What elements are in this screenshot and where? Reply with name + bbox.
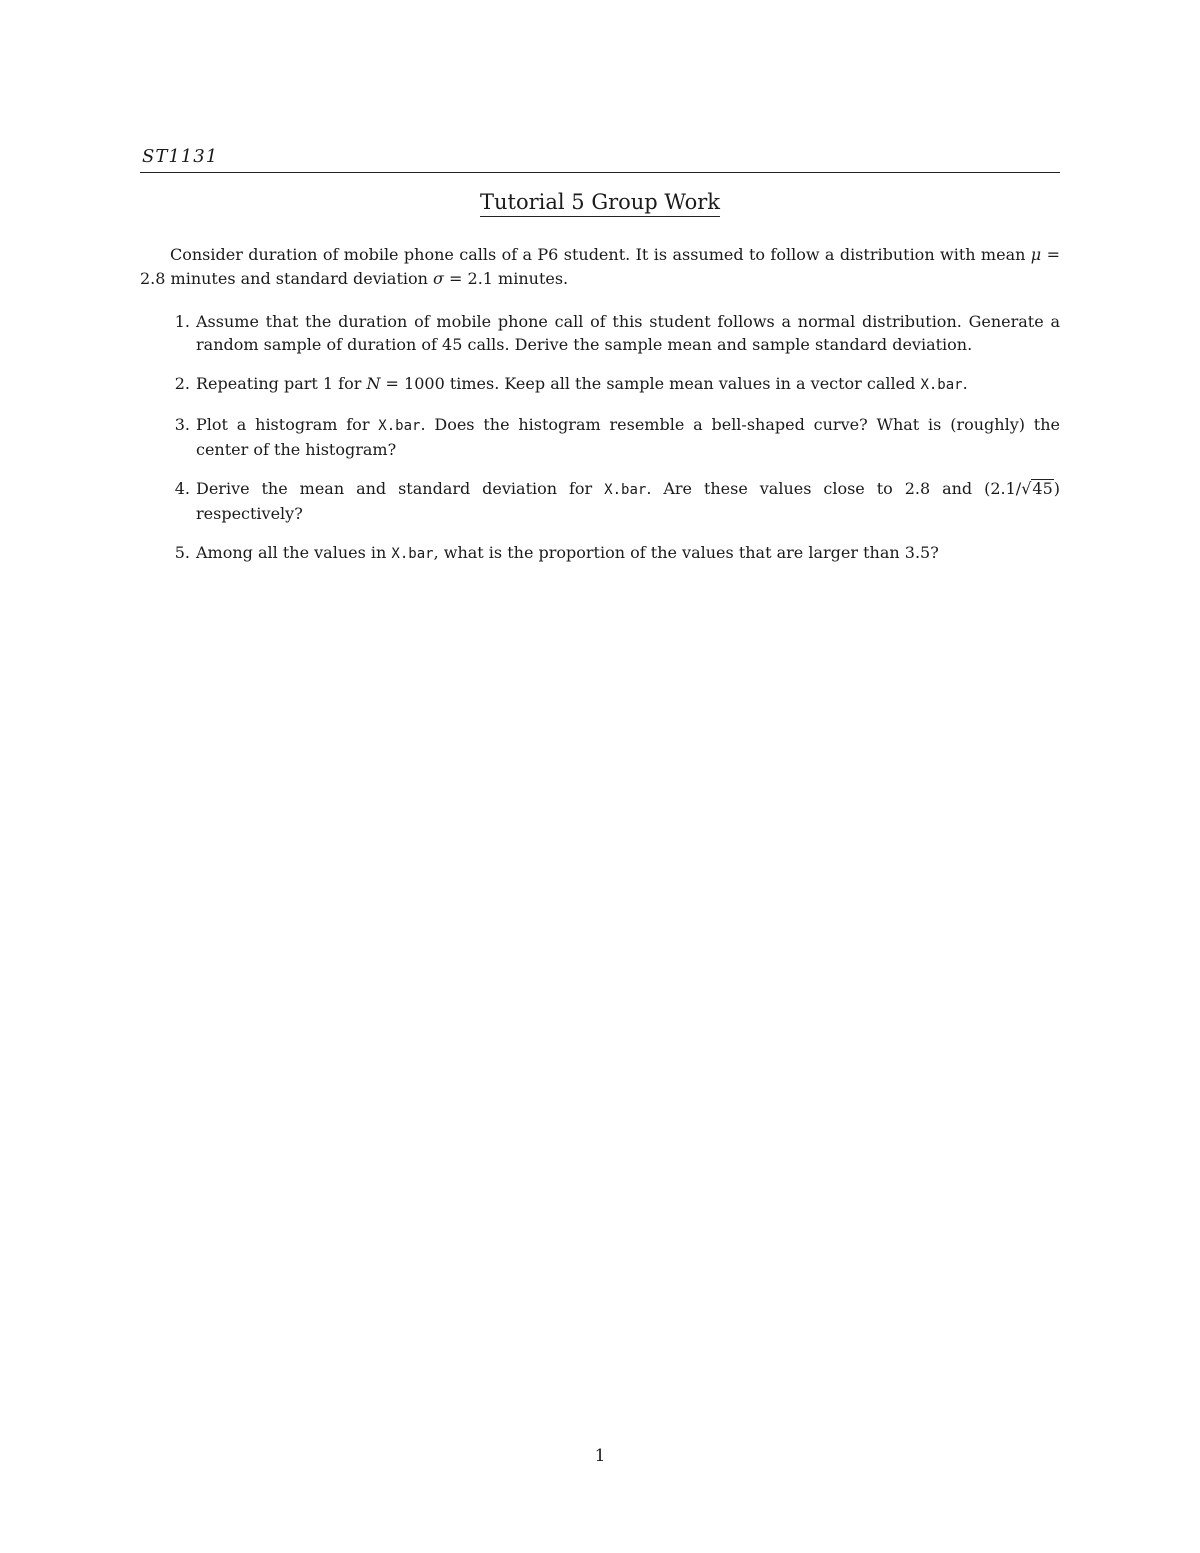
code-xbar: X.bar bbox=[920, 377, 963, 393]
title-container bbox=[0, 190, 1200, 217]
question-5 bbox=[140, 541, 1060, 566]
question-list bbox=[140, 310, 1060, 582]
sqrt-symbol: √ bbox=[1021, 479, 1032, 498]
question-text bbox=[190, 477, 1060, 525]
question-number: 2. bbox=[174, 374, 190, 393]
question-text bbox=[190, 413, 1060, 461]
question-4-text-c: ) respectively? bbox=[196, 479, 1060, 523]
intro-paragraph bbox=[140, 243, 1060, 291]
question-3-text-b: . Does the histogram resemble a bell-shaped curve? What is (roughly) the center of the histogram? bbox=[196, 415, 1061, 459]
question-2 bbox=[140, 372, 1060, 397]
question-text bbox=[190, 372, 1060, 397]
question-4-text-b: . Are these values close to 2.8 and (2.1/ bbox=[646, 479, 1022, 498]
question-number: 1. bbox=[174, 312, 190, 331]
question-1 bbox=[140, 310, 1060, 356]
code-xbar: X.bar bbox=[391, 546, 434, 562]
code-xbar: X.bar bbox=[378, 418, 421, 434]
question-text bbox=[190, 541, 1060, 566]
question-3 bbox=[140, 413, 1060, 461]
question-1-text: Assume that the duration of mobile phone call of this student follows a normal distribution. Generate a random sample of duration of 45 calls. Derive the sample mean and sample standard deviation. bbox=[196, 312, 1060, 354]
question-5-text-a: Among all the values in bbox=[196, 543, 392, 562]
mu-symbol: μ bbox=[1030, 245, 1042, 264]
question-4 bbox=[140, 477, 1060, 525]
question-2-text-c: . bbox=[962, 374, 968, 393]
document-title: Tutorial 5 Group Work bbox=[480, 190, 720, 217]
question-2-text-a: Repeating part 1 for bbox=[196, 374, 367, 393]
intro-text-1: Consider duration of mobile phone calls of a P6 student. It is assumed to follow a distribution with mean bbox=[170, 245, 1031, 264]
question-2-text-b: = 1000 times. Keep all the sample mean values in a vector called bbox=[380, 374, 921, 393]
question-number: 5. bbox=[174, 543, 190, 562]
question-number: 3. bbox=[174, 415, 190, 434]
question-3-text-a: Plot a histogram for bbox=[196, 415, 379, 434]
page-number: 1 bbox=[594, 1446, 606, 1466]
sigma-symbol: σ bbox=[433, 269, 444, 288]
course-code: ST1131 bbox=[142, 146, 219, 167]
variable-n: N bbox=[366, 374, 381, 393]
question-number: 4. bbox=[174, 479, 190, 498]
page-header bbox=[140, 146, 1060, 173]
question-5-text-b: , what is the proportion of the values that are larger than 3.5? bbox=[433, 543, 939, 562]
intro-text-2: = 2.8 minutes and standard deviation bbox=[140, 245, 1060, 288]
sqrt-value: 45 bbox=[1032, 479, 1053, 498]
question-4-text-a: Derive the mean and standard deviation for bbox=[196, 479, 605, 498]
intro-text-3: = 2.1 minutes. bbox=[443, 269, 569, 288]
code-xbar: X.bar bbox=[604, 482, 647, 498]
question-text bbox=[190, 310, 1060, 356]
